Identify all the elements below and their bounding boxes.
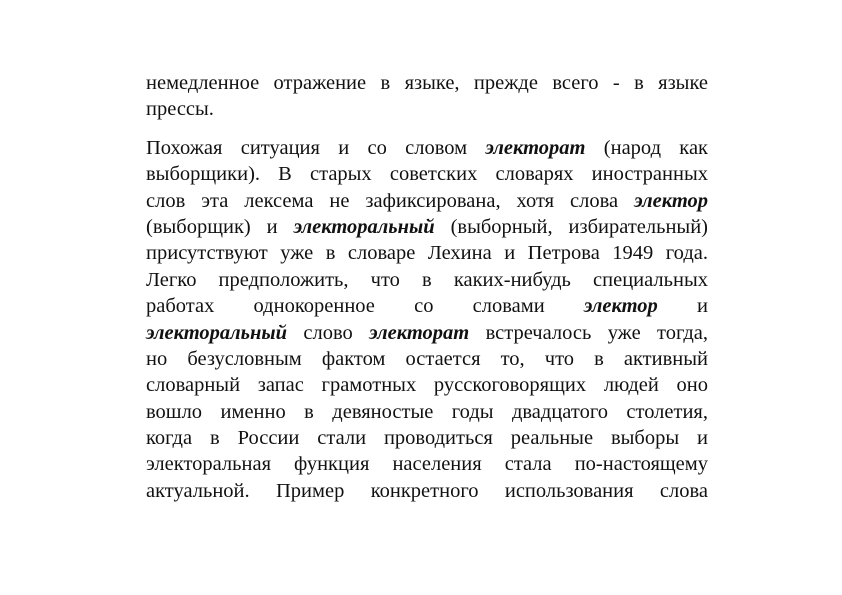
highlighted-term: электоральный [293,215,435,238]
text-line [146,188,708,214]
text-run: (выборный, избирательный) [434,215,708,238]
text-line [146,267,708,293]
text-run: слов эта лексема не зафиксирована, хотя слова [146,189,635,212]
text-run: электоральная функция населения стала по-настоящему [146,453,708,476]
text-line [146,478,708,504]
text-run: актуальной. Пример конкретного использования слова [146,479,708,502]
text-run: и [657,295,708,318]
paragraph [146,70,708,123]
text-line [146,399,708,425]
text-run: (выборщик) и [146,215,294,238]
highlighted-term: электорат [369,321,470,344]
text-run: Похожая ситуация и со словом [146,136,486,159]
text-line [146,70,708,96]
highlighted-term: электорат [485,136,586,159]
text-run: словарный запас грамотных русскоговорящих людей оно [146,374,708,397]
text-line [146,451,708,477]
highlighted-term: электор [634,189,708,212]
text-run: встречалось уже тогда, [469,321,708,344]
text-run: прессы. [146,98,214,121]
text-line [146,293,708,319]
text-run: слово [287,321,370,344]
text-line [146,346,708,372]
paragraph [146,135,708,504]
text-run: немедленное отражение в языке, прежде всего - в языке [146,72,708,94]
text-line [146,320,708,346]
text-line [146,214,708,240]
highlighted-term: электоральный [146,321,288,344]
text-line [146,372,708,398]
text-run: когда в России стали проводиться реальные выборы и [146,427,708,450]
text-line [146,425,708,451]
text-run: присутствуют уже в словаре Лехина и Петрова 1949 года. [146,242,708,265]
text-line [146,240,708,266]
highlighted-term: электор [583,295,658,318]
paragraph-gap [146,123,708,135]
text-run: (народ как [585,136,709,159]
text-run: работах однокоренное со словами [146,295,584,318]
text-line [146,135,708,161]
text-line [146,161,708,187]
text-run: выборщики). В старых советских словарях иностранных [146,163,708,186]
text-run: вошло именно в девяностые годы двадцатого столетия, [146,400,708,423]
text-line [146,96,708,122]
text-run: Легко предположить, что в каких-нибудь специальных [146,268,708,291]
text-run: но безусловным фактом остается то, что в активный [146,347,708,370]
body-text [146,70,708,504]
